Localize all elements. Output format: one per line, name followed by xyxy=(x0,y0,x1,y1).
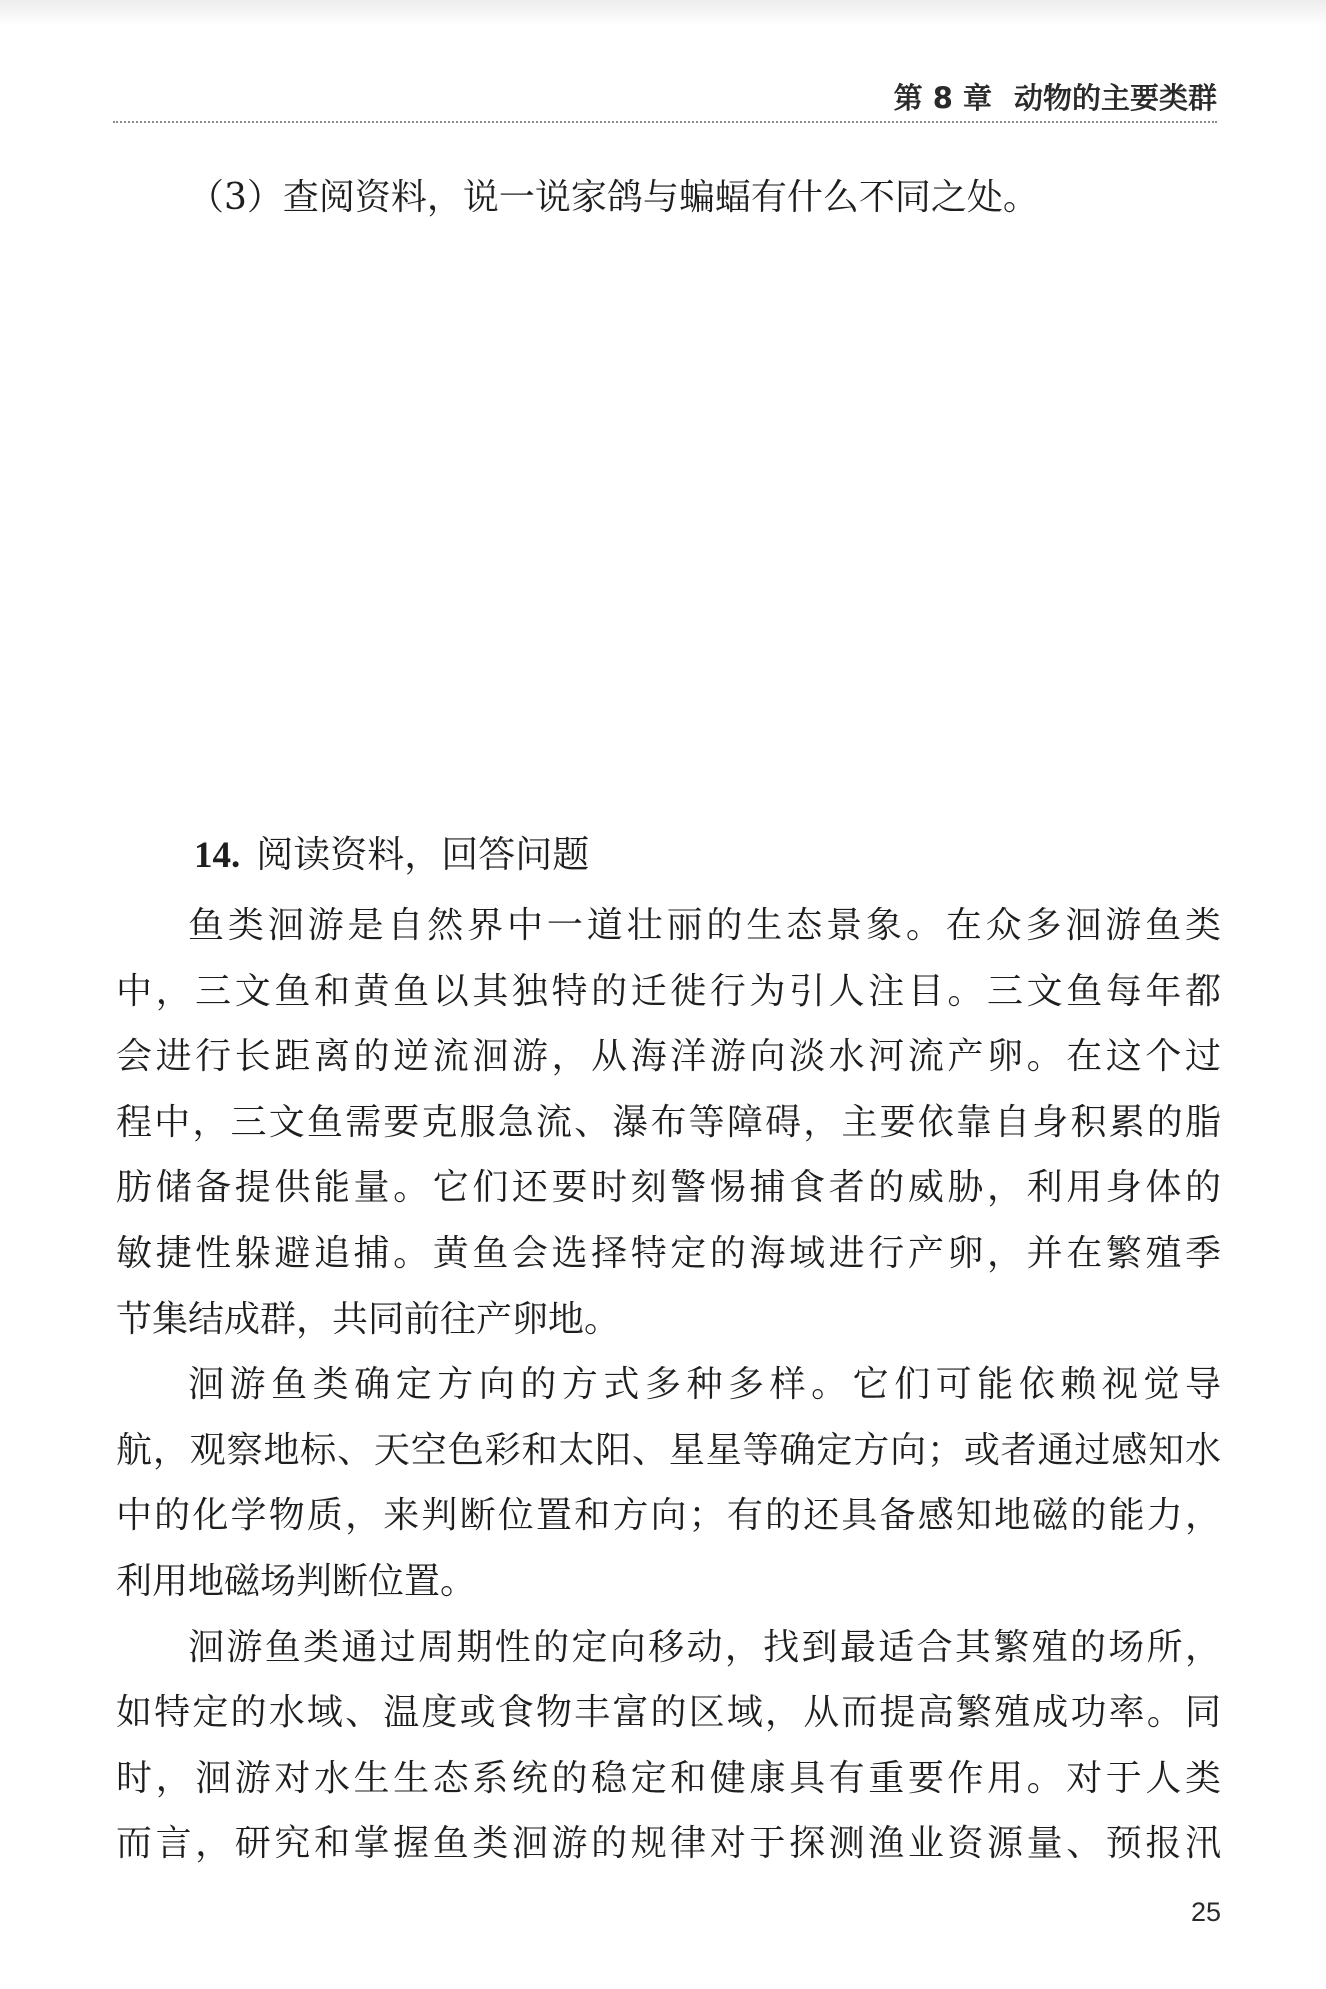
passage-line: 时，洄游对水生生态系统的稳定和健康具有重要作用。对于人类 xyxy=(116,1757,1221,1799)
passage-line: 利用地磁场判断位置。 xyxy=(116,1560,477,1602)
passage-paragraph xyxy=(116,1615,1221,1877)
passage-line: 航，观察地标、天空色彩和太阳、星星等确定方向；或者通过感知水 xyxy=(116,1429,1221,1471)
running-header xyxy=(894,78,1217,118)
passage-line: 中，三文鱼和黄鱼以其独特的迁徙行为引人注目。三文鱼每年都 xyxy=(116,970,1221,1012)
page-top-shade xyxy=(0,0,1326,26)
passage-line: 洄游鱼类通过周期性的定向移动，找到最适合其繁殖的场所， xyxy=(188,1626,1221,1668)
passage-line: 会进行长距离的逆流洄游，从海洋游向淡水河流产卵。在这个过 xyxy=(116,1036,1221,1078)
question-number: 14. xyxy=(194,835,241,876)
chapter-number: 第 8 章 xyxy=(893,81,992,115)
passage-paragraph xyxy=(116,893,1221,1352)
sub-question xyxy=(188,175,1039,221)
passage-line: 敏捷性躲避追捕。黄鱼会选择特定的海域进行产卵，并在繁殖季 xyxy=(116,1232,1221,1274)
passage-line: 如特定的水域、温度或食物丰富的区域，从而提高繁殖成功率。同 xyxy=(116,1692,1221,1734)
passage-line: 中的化学物质，来判断位置和方向；有的还具备感知地磁的能力， xyxy=(116,1495,1221,1537)
passage-line: 而言，研究和掌握鱼类洄游的规律对于探测渔业资源量、预报汛 xyxy=(116,1823,1221,1865)
passage-line: 鱼类洄游是自然界中一道壮丽的生态景象。在众多洄游鱼类 xyxy=(188,905,1221,946)
sub-question-label: （3） xyxy=(188,177,283,218)
passage-line: 肪储备提供能量。它们还要时刻警惕捕食者的威胁，利用身体的 xyxy=(116,1167,1221,1209)
question-title: 阅读资料，回答问题 xyxy=(256,833,590,876)
passage-line: 节集结成群，共同前往产卵地。 xyxy=(116,1298,621,1340)
passage-paragraph xyxy=(116,1352,1221,1614)
page-number: 25 xyxy=(1190,1897,1221,1927)
header-dotted-rule xyxy=(113,121,1217,123)
chapter-title: 动物的主要类群 xyxy=(1013,81,1217,115)
reading-passage xyxy=(116,893,1221,1877)
sub-question-text: 查阅资料，说一说家鸽与蝙蝠有什么不同之处。 xyxy=(282,177,1039,218)
passage-line: 程中，三文鱼需要克服急流、瀑布等障碍，主要依靠自身积累的脂 xyxy=(116,1101,1221,1143)
passage-line: 洄游鱼类确定方向的方式多种多样。它们可能依赖视觉导 xyxy=(188,1364,1221,1406)
question-heading xyxy=(194,832,589,879)
